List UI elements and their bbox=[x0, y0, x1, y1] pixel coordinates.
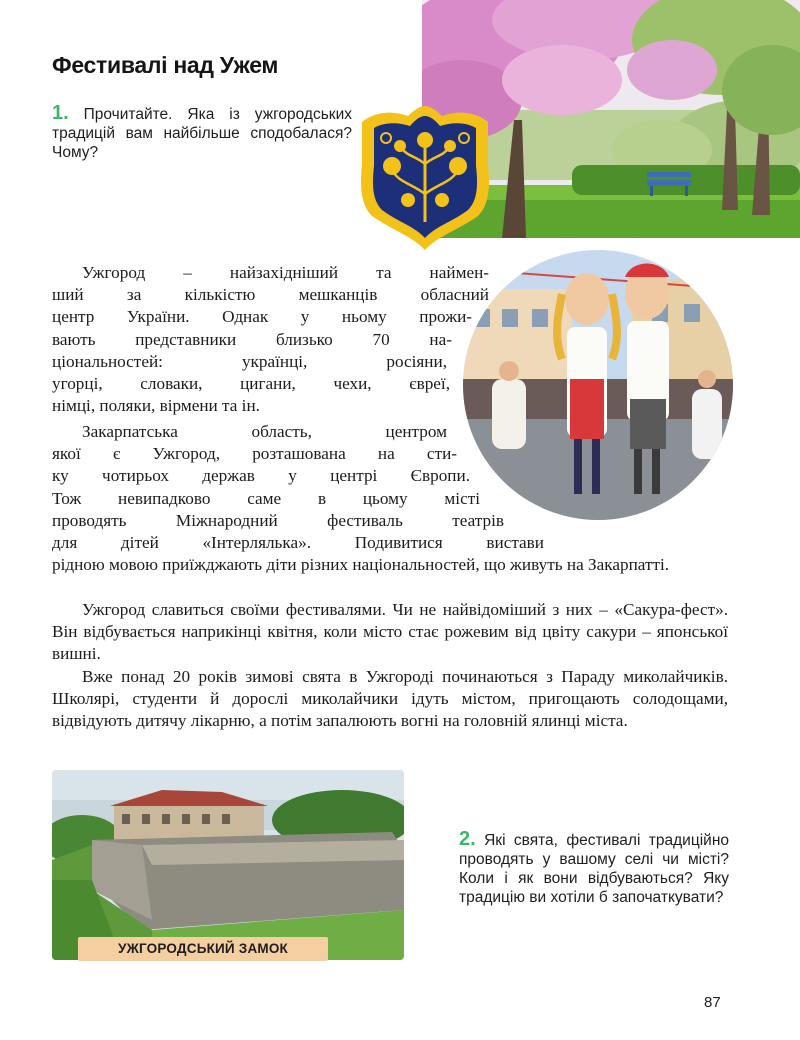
paragraph-2 bbox=[52, 421, 728, 576]
paragraph-2-line: для дітей «Інтерлялька». Подивитися вистави bbox=[52, 533, 544, 553]
paragraph-3-text: Ужгород славиться своїми фестивалями. Чи не найвідоміший з них – «Сакура-фест». Він відбувається наприкінці квітня, коли місто стає рожевим від цвіту сакури – японської вишні. bbox=[52, 600, 728, 664]
paragraph-1-line: ціональностей: українці, росіяни, bbox=[52, 351, 447, 371]
task-2 bbox=[459, 830, 729, 907]
paragraph-2-line: рідною мовою приїжджають діти різних національностей, що живуть на Закарпатті. bbox=[52, 555, 670, 575]
page-title: Фестивалі над Ужем bbox=[52, 52, 279, 78]
paragraph-3 bbox=[52, 599, 728, 666]
paragraph-1-line: угорці, словаки, цигани, чехи, євреї, bbox=[52, 374, 450, 394]
castle-caption: УЖГОРОДСЬКИЙ ЗАМОК bbox=[78, 937, 328, 961]
paragraph-2-line: Тож невипадково саме в цьому місті bbox=[52, 488, 480, 508]
paragraph-2-line: якої є Ужгород, розташована на сти- bbox=[52, 444, 457, 464]
task-2-text: Які свята, фестивалі традиційно проводять у вашому селі чи місті? Коли і як вони відбуваються? Яку традицію ви хотіли б започаткувати? bbox=[459, 832, 729, 906]
paragraph-4 bbox=[52, 666, 728, 733]
paragraph-2-line: Закарпатська область, центром bbox=[82, 422, 447, 441]
task-2-number: 2. bbox=[459, 828, 476, 850]
page-number: 87 bbox=[704, 994, 721, 1011]
paragraph-1-line: центр України. Однак у ньому прожи- bbox=[52, 307, 472, 327]
paragraph-1-line: Ужгород – найзахідніший та наймен- bbox=[82, 263, 489, 282]
paragraph-2-line: ку чотирьох держав у центрі Європи. bbox=[52, 466, 470, 486]
paragraph-1-line: ший за кількістю мешканців обласний bbox=[52, 285, 489, 305]
uzhhorod-castle-photo bbox=[52, 770, 404, 960]
paragraph-1-line: вають представники близько 70 на- bbox=[52, 329, 452, 349]
paragraph-4-text: Вже понад 20 років зимові свята в Ужгороді починаються з Параду миколайчиків. Школярі, студенти й дорослі миколайчики ідуть містом, пригощають солодощами, відвідують дитячу лікарню, а потім запалюють вогні на головній ялинці міста. bbox=[52, 667, 728, 731]
paragraph-1-line: німці, поляки, вірмени та ін. bbox=[52, 396, 260, 416]
task-1-number: 1. bbox=[52, 102, 69, 124]
paragraph-2-line: проводять Міжнародний фестиваль театрів bbox=[52, 510, 504, 530]
task-1-text: Прочитайте. Яка із ужгородських традицій вам найбільше сподобалася? Чому? bbox=[52, 106, 352, 161]
paragraph-1 bbox=[52, 262, 489, 417]
task-1 bbox=[52, 104, 352, 162]
uzhhorod-coat-of-arms-icon bbox=[352, 104, 498, 252]
